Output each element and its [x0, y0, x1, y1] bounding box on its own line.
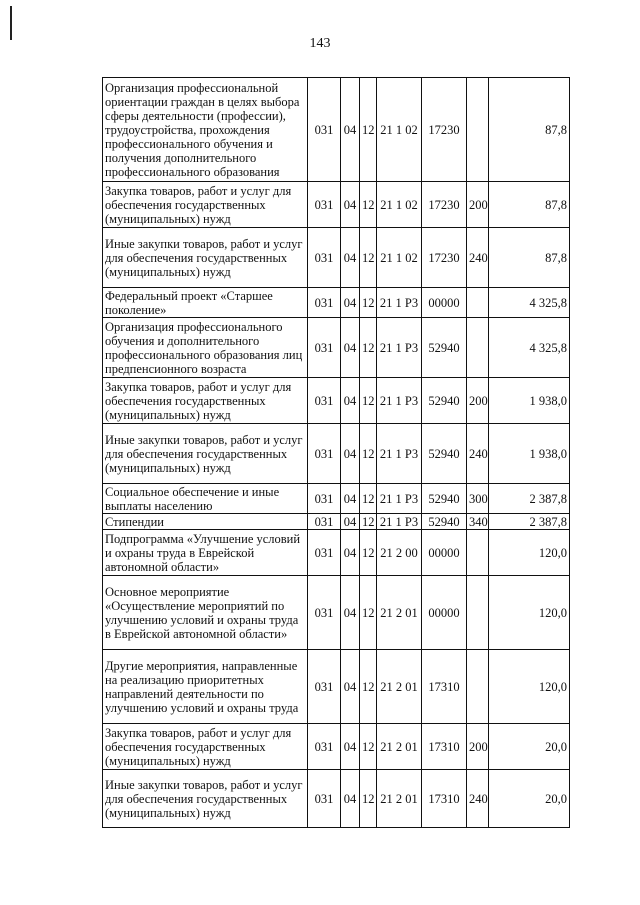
section-code: 04	[341, 318, 360, 378]
expense-type: 340	[467, 514, 489, 530]
amount: 4 325,8	[489, 318, 570, 378]
section-code: 04	[341, 770, 360, 828]
table-row	[103, 78, 570, 182]
ministry-code: 031	[308, 228, 341, 288]
expense-code: 52940	[422, 424, 467, 484]
program-code: 21 1 Р3	[377, 484, 422, 514]
program-code: 21 1 Р3	[377, 424, 422, 484]
expense-type: 200	[467, 182, 489, 228]
row-name: Иные закупки товаров, работ и услуг для обеспечения государственных (муниципальных) нужд	[103, 770, 308, 828]
table-row	[103, 576, 570, 650]
row-name: Социальное обеспечение и иные выплаты населению	[103, 484, 308, 514]
expense-code: 17310	[422, 650, 467, 724]
section-code: 04	[341, 576, 360, 650]
subsection-code: 12	[360, 378, 377, 424]
program-code: 21 2 01	[377, 770, 422, 828]
subsection-code: 12	[360, 424, 377, 484]
row-name: Основное мероприятие «Осуществление мероприятий по улучшению условий и охраны труда в Еврейской автономной области»	[103, 576, 308, 650]
subsection-code: 12	[360, 484, 377, 514]
expense-code: 00000	[422, 288, 467, 318]
row-name: Подпрограмма «Улучшение условий и охраны труда в Еврейской автономной области»	[103, 530, 308, 576]
ministry-code: 031	[308, 288, 341, 318]
program-code: 21 2 00	[377, 530, 422, 576]
ministry-code: 031	[308, 770, 341, 828]
subsection-code: 12	[360, 514, 377, 530]
program-code: 21 1 02	[377, 78, 422, 182]
table-row	[103, 288, 570, 318]
ministry-code: 031	[308, 724, 341, 770]
row-name: Федеральный проект «Старшее поколение»	[103, 288, 308, 318]
table-row	[103, 484, 570, 514]
expense-type: 240	[467, 770, 489, 828]
ministry-code: 031	[308, 318, 341, 378]
expense-type: 200	[467, 378, 489, 424]
row-name: Организация профессиональной ориентации граждан в целях выбора сферы деятельности (профессии), трудоустройства, прохождения профессионального обучения и получения дополнительного профессионального образования	[103, 78, 308, 182]
ministry-code: 031	[308, 378, 341, 424]
row-name: Другие мероприятия, направленные на реализацию приоритетных направлений деятельности по улучшению условий и охраны труда	[103, 650, 308, 724]
program-code: 21 1 02	[377, 182, 422, 228]
section-code: 04	[341, 424, 360, 484]
expense-code: 00000	[422, 530, 467, 576]
table-row	[103, 650, 570, 724]
expense-code: 17310	[422, 770, 467, 828]
expense-type	[467, 78, 489, 182]
subsection-code: 12	[360, 724, 377, 770]
row-name: Закупка товаров, работ и услуг для обеспечения государственных (муниципальных) нужд	[103, 724, 308, 770]
subsection-code: 12	[360, 576, 377, 650]
expense-code: 52940	[422, 378, 467, 424]
table-row	[103, 770, 570, 828]
section-code: 04	[341, 514, 360, 530]
budget-table	[102, 77, 570, 828]
program-code: 21 2 01	[377, 650, 422, 724]
expense-type	[467, 318, 489, 378]
ministry-code: 031	[308, 484, 341, 514]
amount: 120,0	[489, 530, 570, 576]
section-code: 04	[341, 530, 360, 576]
table-row	[103, 514, 570, 530]
table-row	[103, 724, 570, 770]
expense-type	[467, 576, 489, 650]
subsection-code: 12	[360, 530, 377, 576]
amount: 2 387,8	[489, 484, 570, 514]
amount: 20,0	[489, 770, 570, 828]
table-row	[103, 378, 570, 424]
expense-code: 52940	[422, 318, 467, 378]
row-name: Закупка товаров, работ и услуг для обеспечения государственных (муниципальных) нужд	[103, 378, 308, 424]
section-code: 04	[341, 650, 360, 724]
expense-type	[467, 650, 489, 724]
ministry-code: 031	[308, 182, 341, 228]
expense-code: 52940	[422, 484, 467, 514]
ministry-code: 031	[308, 576, 341, 650]
table-row	[103, 424, 570, 484]
table-row	[103, 182, 570, 228]
amount: 2 387,8	[489, 514, 570, 530]
expense-code: 17230	[422, 182, 467, 228]
subsection-code: 12	[360, 288, 377, 318]
amount: 1 938,0	[489, 378, 570, 424]
row-name: Закупка товаров, работ и услуг для обеспечения государственных (муниципальных) нужд	[103, 182, 308, 228]
row-name: Организация профессионального обучения и дополнительного профессионального образования лиц предпенсионного возраста	[103, 318, 308, 378]
row-name: Стипендии	[103, 514, 308, 530]
section-code: 04	[341, 484, 360, 514]
program-code: 21 1 Р3	[377, 378, 422, 424]
expense-code: 17230	[422, 228, 467, 288]
table-row	[103, 530, 570, 576]
expense-type: 240	[467, 424, 489, 484]
section-code: 04	[341, 228, 360, 288]
program-code: 21 2 01	[377, 724, 422, 770]
ministry-code: 031	[308, 78, 341, 182]
program-code: 21 1 02	[377, 228, 422, 288]
expense-type	[467, 288, 489, 318]
amount: 1 938,0	[489, 424, 570, 484]
table-row	[103, 318, 570, 378]
amount: 87,8	[489, 78, 570, 182]
amount: 4 325,8	[489, 288, 570, 318]
section-code: 04	[341, 182, 360, 228]
row-name: Иные закупки товаров, работ и услуг для обеспечения государственных (муниципальных) нужд	[103, 228, 308, 288]
ministry-code: 031	[308, 650, 341, 724]
subsection-code: 12	[360, 650, 377, 724]
section-code: 04	[341, 288, 360, 318]
expense-code: 17310	[422, 724, 467, 770]
section-code: 04	[341, 724, 360, 770]
program-code: 21 1 Р3	[377, 288, 422, 318]
expense-type: 300	[467, 484, 489, 514]
expense-type: 200	[467, 724, 489, 770]
amount: 87,8	[489, 228, 570, 288]
expense-code: 52940	[422, 514, 467, 530]
amount: 120,0	[489, 650, 570, 724]
program-code: 21 2 01	[377, 576, 422, 650]
subsection-code: 12	[360, 770, 377, 828]
section-code: 04	[341, 378, 360, 424]
subsection-code: 12	[360, 318, 377, 378]
page-number: 143	[309, 36, 331, 51]
ministry-code: 031	[308, 424, 341, 484]
amount: 87,8	[489, 182, 570, 228]
amount: 20,0	[489, 724, 570, 770]
ministry-code: 031	[308, 530, 341, 576]
program-code: 21 1 Р3	[377, 514, 422, 530]
ministry-code: 031	[308, 514, 341, 530]
expense-type	[467, 530, 489, 576]
row-name: Иные закупки товаров, работ и услуг для обеспечения государственных (муниципальных) нужд	[103, 424, 308, 484]
section-code: 04	[341, 78, 360, 182]
table-row	[103, 228, 570, 288]
program-code: 21 1 Р3	[377, 318, 422, 378]
expense-type: 240	[467, 228, 489, 288]
subsection-code: 12	[360, 78, 377, 182]
subsection-code: 12	[360, 182, 377, 228]
margin-mark	[10, 6, 12, 40]
amount: 120,0	[489, 576, 570, 650]
expense-code: 00000	[422, 576, 467, 650]
subsection-code: 12	[360, 228, 377, 288]
expense-code: 17230	[422, 78, 467, 182]
